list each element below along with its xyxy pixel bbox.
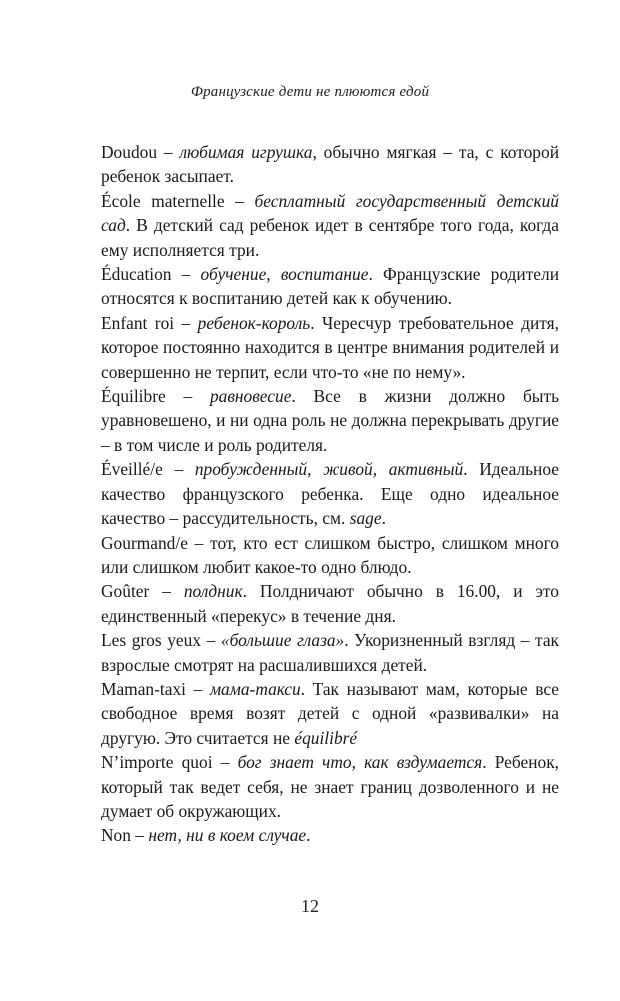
entry-definition: , обычно мягкая – та, с которой ребенок засыпает.	[101, 142, 559, 187]
entry-dash: –	[149, 581, 184, 602]
entry-translation: любимая игрушка	[179, 142, 313, 162]
entry-translation: обучение, воспитание	[200, 264, 369, 285]
entry-dash: –	[187, 532, 211, 553]
entry-term: N’importe quoi	[101, 752, 213, 773]
glossary-entry	[101, 531, 559, 580]
glossary-entry	[101, 384, 559, 457]
entry-dash: –	[171, 264, 201, 285]
entry-translation: ребенок-король	[197, 312, 311, 333]
entry-term: Doudou	[101, 142, 158, 162]
entry-dash: –	[157, 142, 180, 162]
entry-dash: –	[186, 678, 210, 699]
entry-translation: пробужденный, живой, активный	[194, 459, 464, 480]
entry-translation: нет, ни в коем случае	[148, 825, 307, 846]
glossary-entry	[101, 750, 559, 823]
entry-definition: . Ребенок, который так ведет себя, не знает границ дозволенного и не думает об окружающих.	[101, 752, 559, 821]
glossary-body	[101, 140, 559, 848]
entry-term: Éveillé/e	[101, 459, 163, 480]
entry-translation: полдник	[183, 581, 243, 602]
entry-dash: –	[174, 312, 198, 333]
entry-definition: . Полдничают обычно в 16.00, и это единственный «перекус» в течение дня.	[101, 581, 560, 626]
entry-definition: . Чересчур требовательное дитя, которое постоянно находится в центре внимания родителей и совершенно не терпит, если что-то «не по нему».	[101, 312, 559, 382]
entry-translation: бог знает что, как вздумается	[237, 752, 483, 773]
entry-term: École maternelle	[101, 190, 225, 211]
entry-dash: –	[224, 190, 255, 211]
entry-dash: –	[212, 752, 238, 773]
entry-reference: sage	[349, 508, 382, 529]
entry-dash: –	[130, 825, 149, 846]
entry-translation: бесплатный государственный детский сад	[101, 190, 559, 236]
page-number: 12	[301, 896, 319, 916]
entry-definition: . Все в жизни должно быть уравновешено, и ни одна роль не должна перекрывать другие – в том числе и роль родителя.	[101, 386, 560, 455]
entry-translation: мама-такси	[209, 678, 301, 699]
entry-definition: .	[306, 825, 311, 846]
running-head: Французские дети не плюются едой	[190, 84, 430, 100]
glossary-entry	[101, 579, 559, 628]
entry-dash: –	[201, 630, 221, 651]
entry-term: Les gros yeux	[101, 630, 202, 651]
entry-term: Éducation	[101, 264, 172, 285]
glossary-entry	[101, 262, 559, 311]
entry-dash: –	[165, 386, 210, 407]
glossary-entry	[101, 140, 559, 189]
entry-definition: . Укоризненный взгляд – так взрослые смотрят на расшалившихся детей.	[101, 630, 560, 675]
entry-term: Équilibre	[101, 386, 166, 407]
entry-definition: . Так называют мам, которые все свободное время возят детей с одной «развивалки» на другую. Это считается не	[101, 678, 560, 748]
entry-definition: . В детский сад ребенок идет в сентябре того года, когда ему исполняется три.	[101, 215, 559, 260]
entry-term: Goûter	[101, 581, 150, 602]
glossary-entry	[101, 457, 559, 530]
entry-definition: тот, кто ест слишком быстро, слишком много или слишком любит какое-то одно блюдо.	[101, 532, 559, 577]
entry-definition: . Французские родители относятся к воспитанию детей как к обучению.	[101, 264, 560, 309]
glossary-entry	[101, 823, 559, 847]
glossary-entry	[101, 628, 559, 677]
entry-translation: «большие глаза»	[220, 630, 345, 651]
entry-term: Non	[101, 825, 131, 846]
entry-term: Maman-taxi	[101, 678, 186, 699]
entry-term: Enfant roi	[101, 312, 175, 333]
glossary-entry	[101, 189, 559, 262]
entry-dash: –	[162, 459, 195, 480]
glossary-entry	[101, 311, 559, 384]
entry-term: Gourmand/e	[101, 532, 188, 553]
entry-tail: .	[381, 508, 386, 529]
glossary-entry	[101, 677, 559, 750]
entry-translation: равновесие	[209, 386, 292, 407]
entry-reference: équilibré	[294, 727, 358, 748]
entry-definition: . Идеальное качество французского ребенка. Еще одно идеальное качество – рассудительность, см.	[101, 459, 559, 529]
